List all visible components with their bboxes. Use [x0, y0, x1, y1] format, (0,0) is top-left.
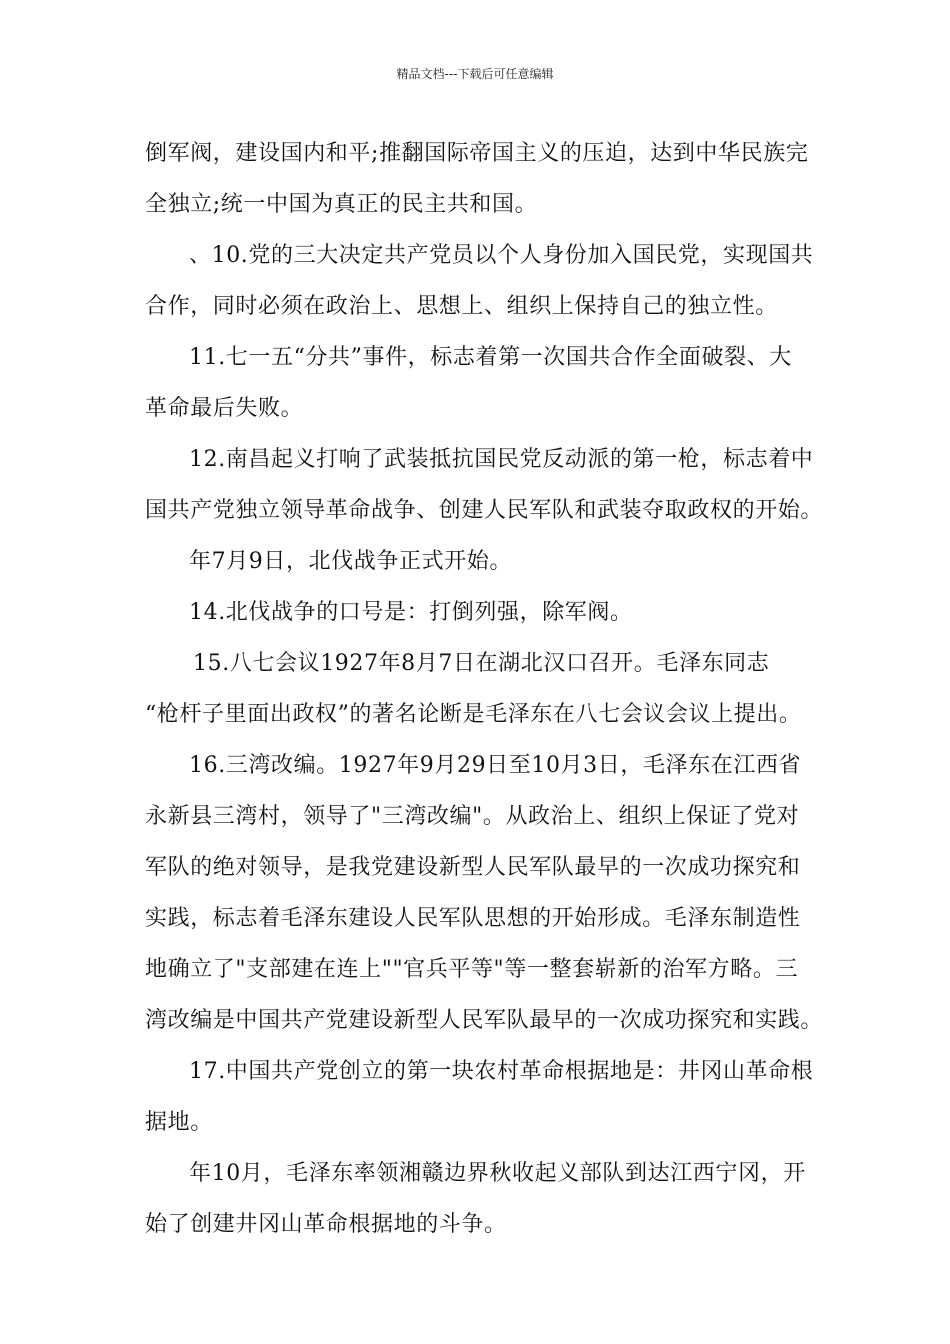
text-line: 合作，同时必须在政治上、思想上、组织上保持自己的独立性。 — [145, 294, 778, 319]
text-line: 15.八七会议1927年8月7日在湖北汉口召开。毛泽东同志 — [193, 651, 770, 676]
text-line: 地确立了"支部建在连上""官兵平等"等一整套崭新的治军方略。三 — [145, 957, 799, 982]
text-line: 、10.党的三大决定共产党员以个人身份加入国民党，实现国共 — [189, 243, 814, 268]
text-line: 16.三湾改编。1927年9月29日至10月3日，毛泽东在江西省 — [189, 753, 802, 778]
text-line: 17.中国共产党创立的第一块农村革命根据地是：井冈山革命根 — [189, 1059, 814, 1084]
text-line: 革命最后失败。 — [145, 396, 304, 421]
text-line: 据地。 — [145, 1110, 213, 1135]
text-line: 全独立;统一中国为真正的民主共和国。 — [145, 192, 538, 217]
text-line: 年10月，毛泽东率领湘赣边界秋收起义部队到达江西宁冈，开 — [189, 1161, 806, 1186]
text-line: 年7月9日，北伐战争正式开始。 — [189, 549, 512, 574]
text-line: 倒军阀，建设国内和平;推翻国际帝国主义的压迫，达到中华民族完 — [145, 141, 809, 166]
text-line: 14.北伐战争的口号是：打倒列强，除军阀。 — [189, 600, 633, 625]
text-line: 11.七一五“分共”事件，标志着第一次国共合作全面破裂、大 — [189, 345, 792, 370]
text-line: 始了创建井冈山革命根据地的斗争。 — [145, 1212, 507, 1237]
text-line: “枪杆子里面出政权”的著名论断是毛泽东在八七会议会议上提出。 — [145, 702, 802, 727]
text-line: 实践，标志着毛泽东建设人民军队思想的开始形成。毛泽东制造性 — [145, 906, 801, 931]
text-line: 国共产党独立领导革命战争、创建人民军队和武装夺取政权的开始。 — [145, 498, 824, 523]
page-header: 精品文档---下载后可任意编辑 — [396, 67, 554, 81]
text-line: 军队的绝对领导，是我党建设新型人民军队最早的一次成功探究和 — [145, 855, 801, 880]
document-body — [145, 128, 824, 1250]
text-line: 12.南昌起义打响了武装抵抗国民党反动派的第一枪，标志着中 — [189, 447, 814, 472]
text-line: 永新县三湾村，领导了"三湾改编"。从政治上、组织上保证了党对 — [145, 804, 800, 829]
text-line: 湾改编是中国共产党建设新型人民军队最早的一次成功探究和实践。 — [145, 1008, 824, 1033]
